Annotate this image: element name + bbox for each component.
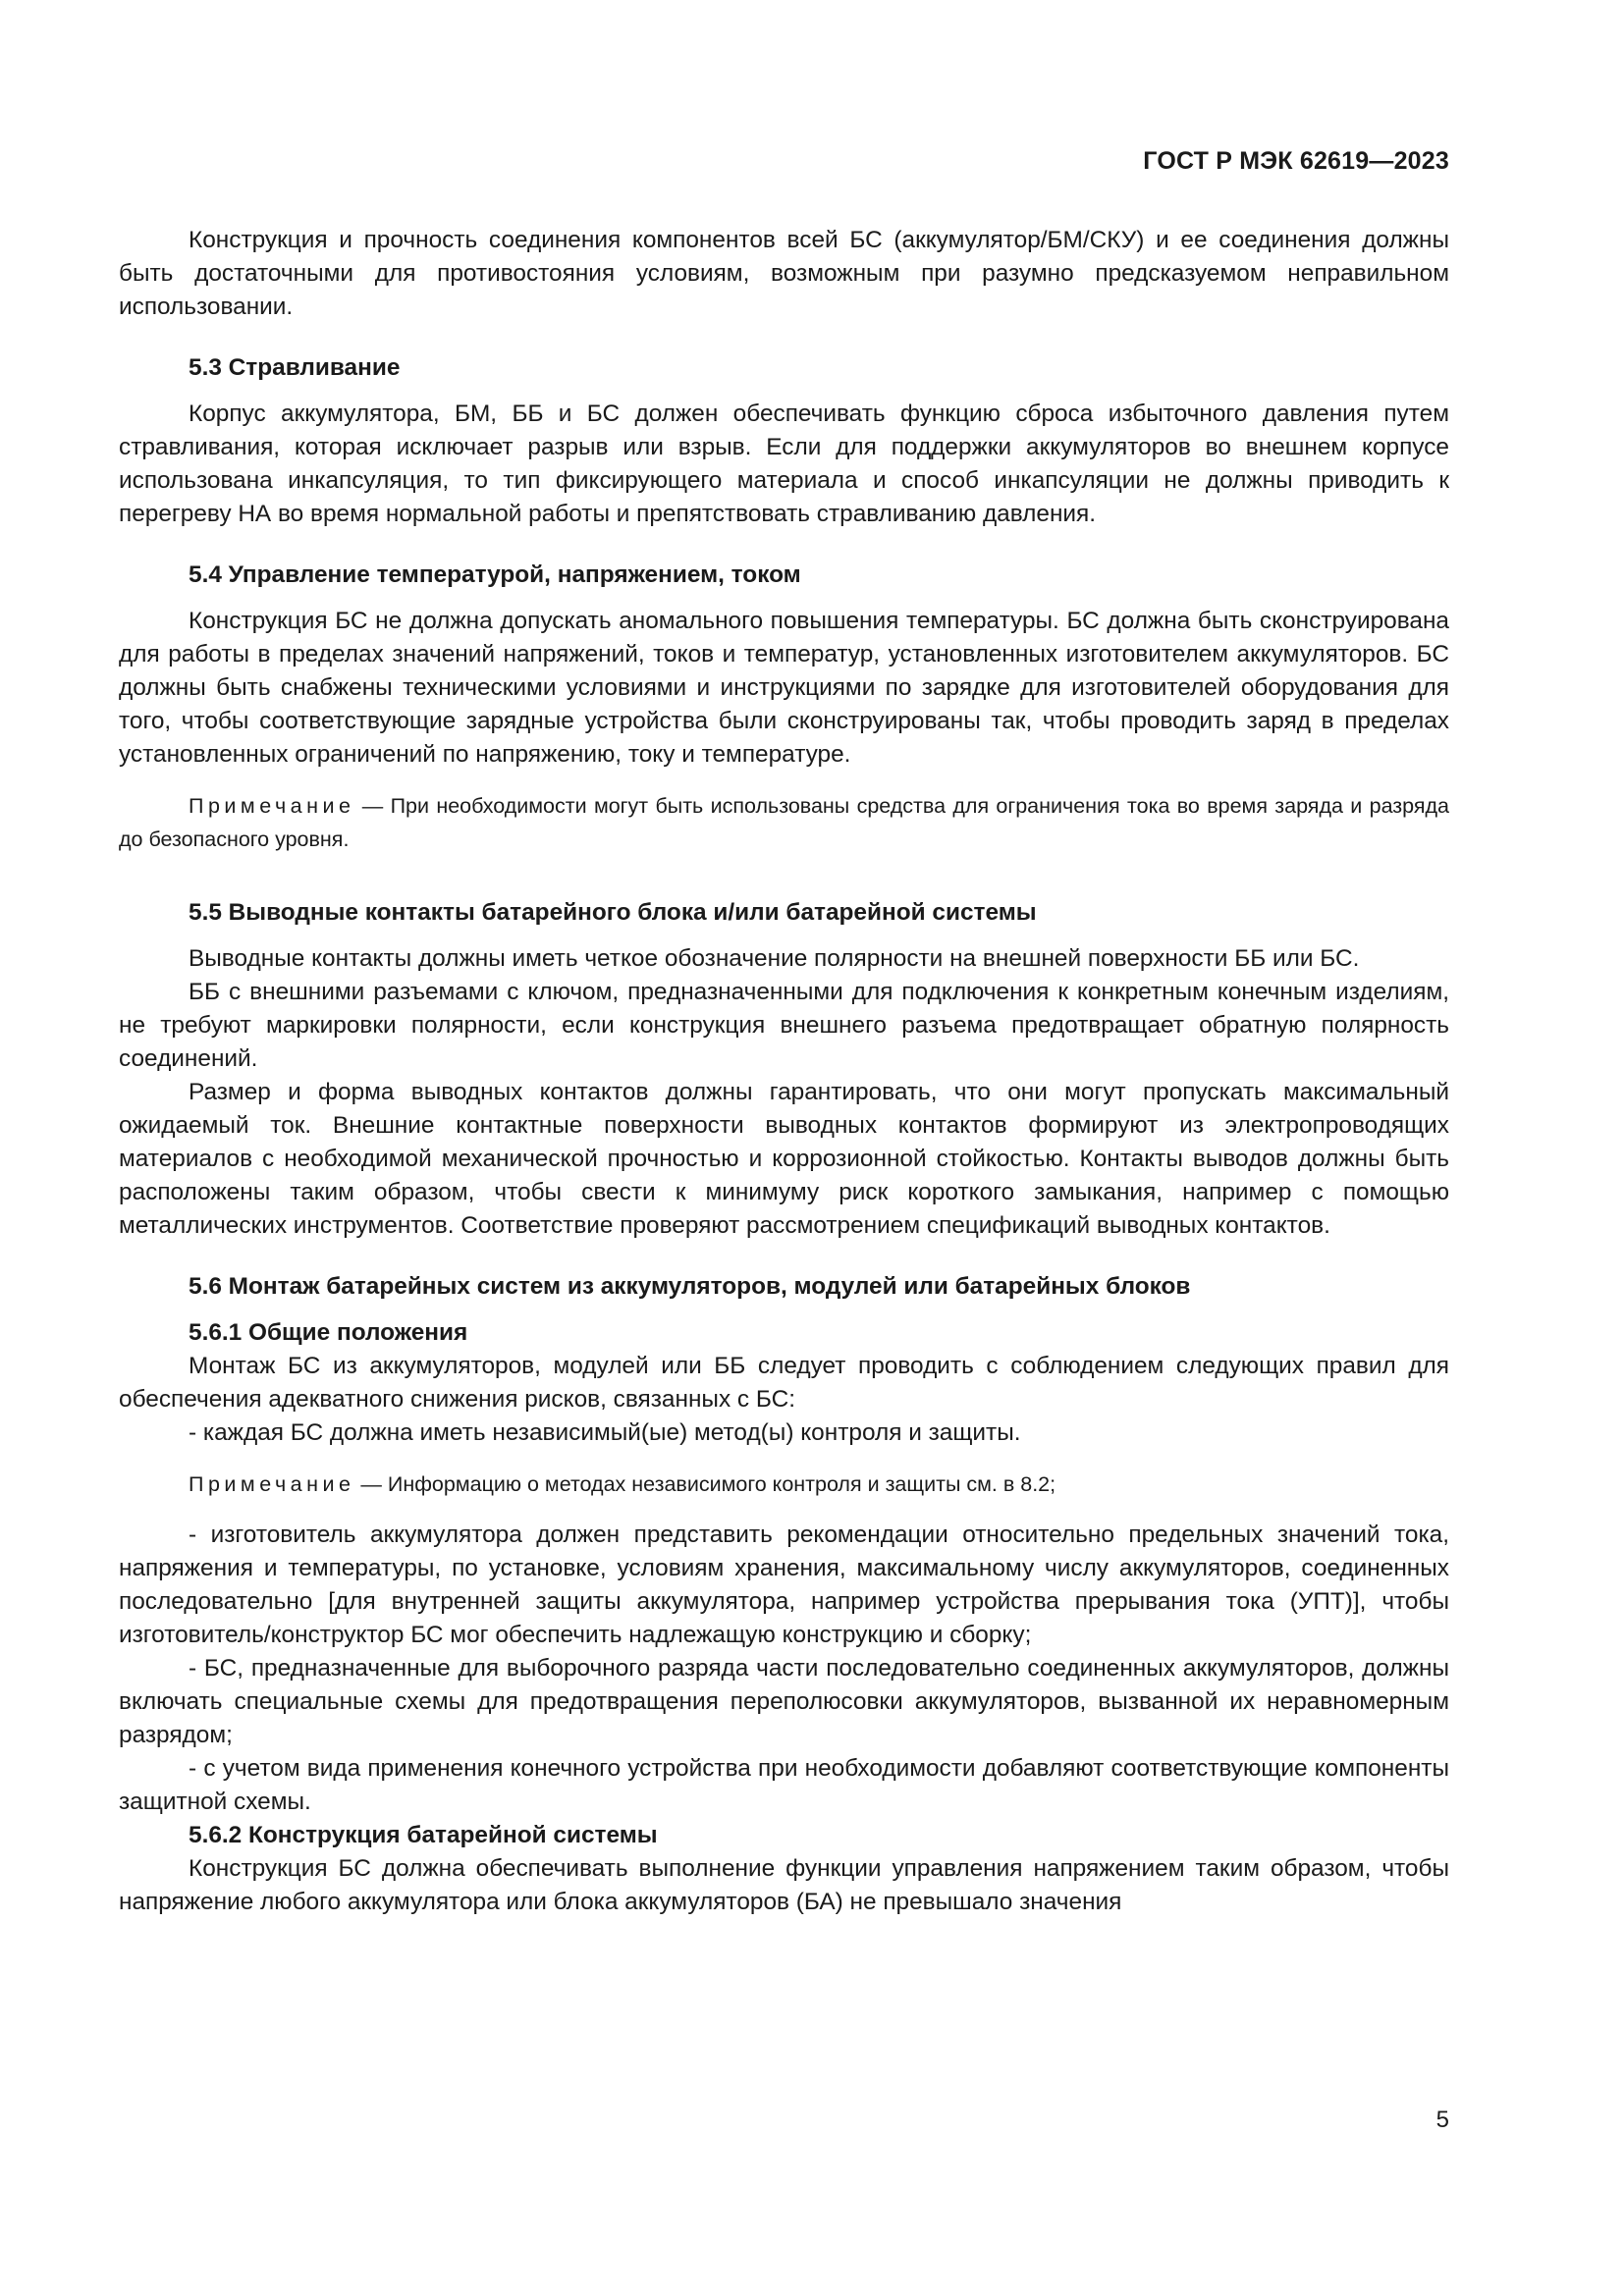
section-5-4-note: [119, 789, 1449, 856]
intro-paragraph: Конструкция и прочность соединения компонентов всей БС (аккумулятор/БМ/СКУ) и ее соединения должны быть достаточными для противостояния условиям, возможным при разумно предсказуемом неправильном использовании.: [119, 227, 1449, 320]
section-5-6-1-heading: 5.6.1 Общие положения: [189, 1319, 468, 1346]
section-5-5-paragraph-3: Размер и форма выводных контактов должны гарантировать, что они могут пропускать максимальный ожидаемый ток. Внешние контактные поверхности выводных контактов формируют из электропроводящих материалов с необходимой механической прочностью и коррозионной стойкостью. Контакты выводов должны быть расположены таким образом, чтобы свести к минимуму риск короткого замыкания, например с помощью металлических инструментов. Соответствие проверяют рассмотрением спецификаций выводных контактов.: [119, 1079, 1449, 1239]
section-5-5-heading: 5.5 Выводные контакты батарейного блока и/или батарейной системы: [189, 899, 1037, 926]
note-label: Примечание: [189, 794, 355, 818]
section-5-4-paragraph: Конструкция БС не должна допускать аномального повышения температуры. БС должна быть сконструирована для работы в пределах значений напряжений, токов и температур, установленных изготовителем аккумуляторов. БС должны быть снабжены техническими условиями и инструкциями по зарядке для изготовителей оборудования для того, чтобы соответствующие зарядные устройства были сконструированы так, чтобы проводить заряд в пределах установленных ограничений по напряжению, току и температуре.: [119, 608, 1449, 768]
section-5-3-paragraph: Корпус аккумулятора, БМ, ББ и БС должен обеспечивать функцию сброса избыточного давления путем стравливания, которая исключает разрыв или взрыв. Если для поддержки аккумуляторов во внешнем корпусе использована инкапсуляция, то тип фиксирующего материала и способ инкапсуляции не должны приводить к перегреву НА во время нормальной работы и препятствовать стравливанию давления.: [119, 400, 1449, 527]
note-label: Примечание: [189, 1472, 355, 1496]
list-item-3: - БС, предназначенные для выборочного разряда части последовательно соединенных аккумуляторов, должны включать специальные схемы для предотвращения переполюсовки аккумуляторов, вызванной их неравномерным разрядом;: [119, 1655, 1449, 1748]
note-text: — Информацию о методах независимого контроля и защиты см. в 8.2;: [354, 1472, 1056, 1496]
note-text: — При необходимости могут быть использованы средства для ограничения тока во время заряда и разряда до безопасного уровня.: [119, 794, 1449, 851]
list-item-1: - каждая БС должна иметь независимый(ые) метод(ы) контроля и защиты.: [189, 1419, 1021, 1446]
section-5-5-paragraph-2: ББ с внешними разъемами с ключом, предназначенными для подключения к конкретным конечным изделиям, не требуют маркировки полярности, если конструкция внешнего разъема предотвращает обратную полярность соединений.: [119, 979, 1449, 1072]
section-5-4-heading: 5.4 Управление температурой, напряжением, током: [189, 561, 801, 588]
page-number: 5: [1435, 2107, 1449, 2133]
section-5-6-1-paragraph: Монтаж БС из аккумуляторов, модулей или ББ следует проводить с соблюдением следующих правил для обеспечения адекватного снижения рисков, связанных с БС:: [119, 1353, 1449, 1413]
section-5-6-2-paragraph: Конструкция БС должна обеспечивать выполнение функции управления напряжением таким образом, чтобы напряжение любого аккумулятора или блока аккумуляторов (БА) не превышало значения: [119, 1855, 1449, 1915]
section-5-6-1-note: [119, 1468, 1449, 1501]
section-5-3-heading: 5.3 Стравливание: [189, 354, 401, 381]
list-item-2: - изготовитель аккумулятора должен представить рекомендации относительно предельных значений тока, напряжения и температуры, по установке, условиям хранения, максимальному числу аккумуляторов, соединенных последовательно [для внутренней защиты аккумулятора, например устройства прерывания тока (УПТ)], чтобы изготовитель/конструктор БС мог обеспечить надлежащую конструкцию и сборку;: [119, 1522, 1449, 1648]
list-item-4: - с учетом вида применения конечного устройства при необходимости добавляют соответствующие компоненты защитной схемы.: [119, 1755, 1449, 1815]
document-body: [119, 224, 1449, 1919]
section-5-5-paragraph-1: Выводные контакты должны иметь четкое обозначение полярности на внешней поверхности ББ или БС.: [189, 945, 1360, 972]
document-header: ГОСТ Р МЭК 62619—2023: [1143, 147, 1449, 175]
section-5-6-2-heading: 5.6.2 Конструкция батарейной системы: [189, 1822, 658, 1848]
section-5-6-heading: 5.6 Монтаж батарейных систем из аккумуляторов, модулей или батарейных блоков: [189, 1273, 1191, 1300]
